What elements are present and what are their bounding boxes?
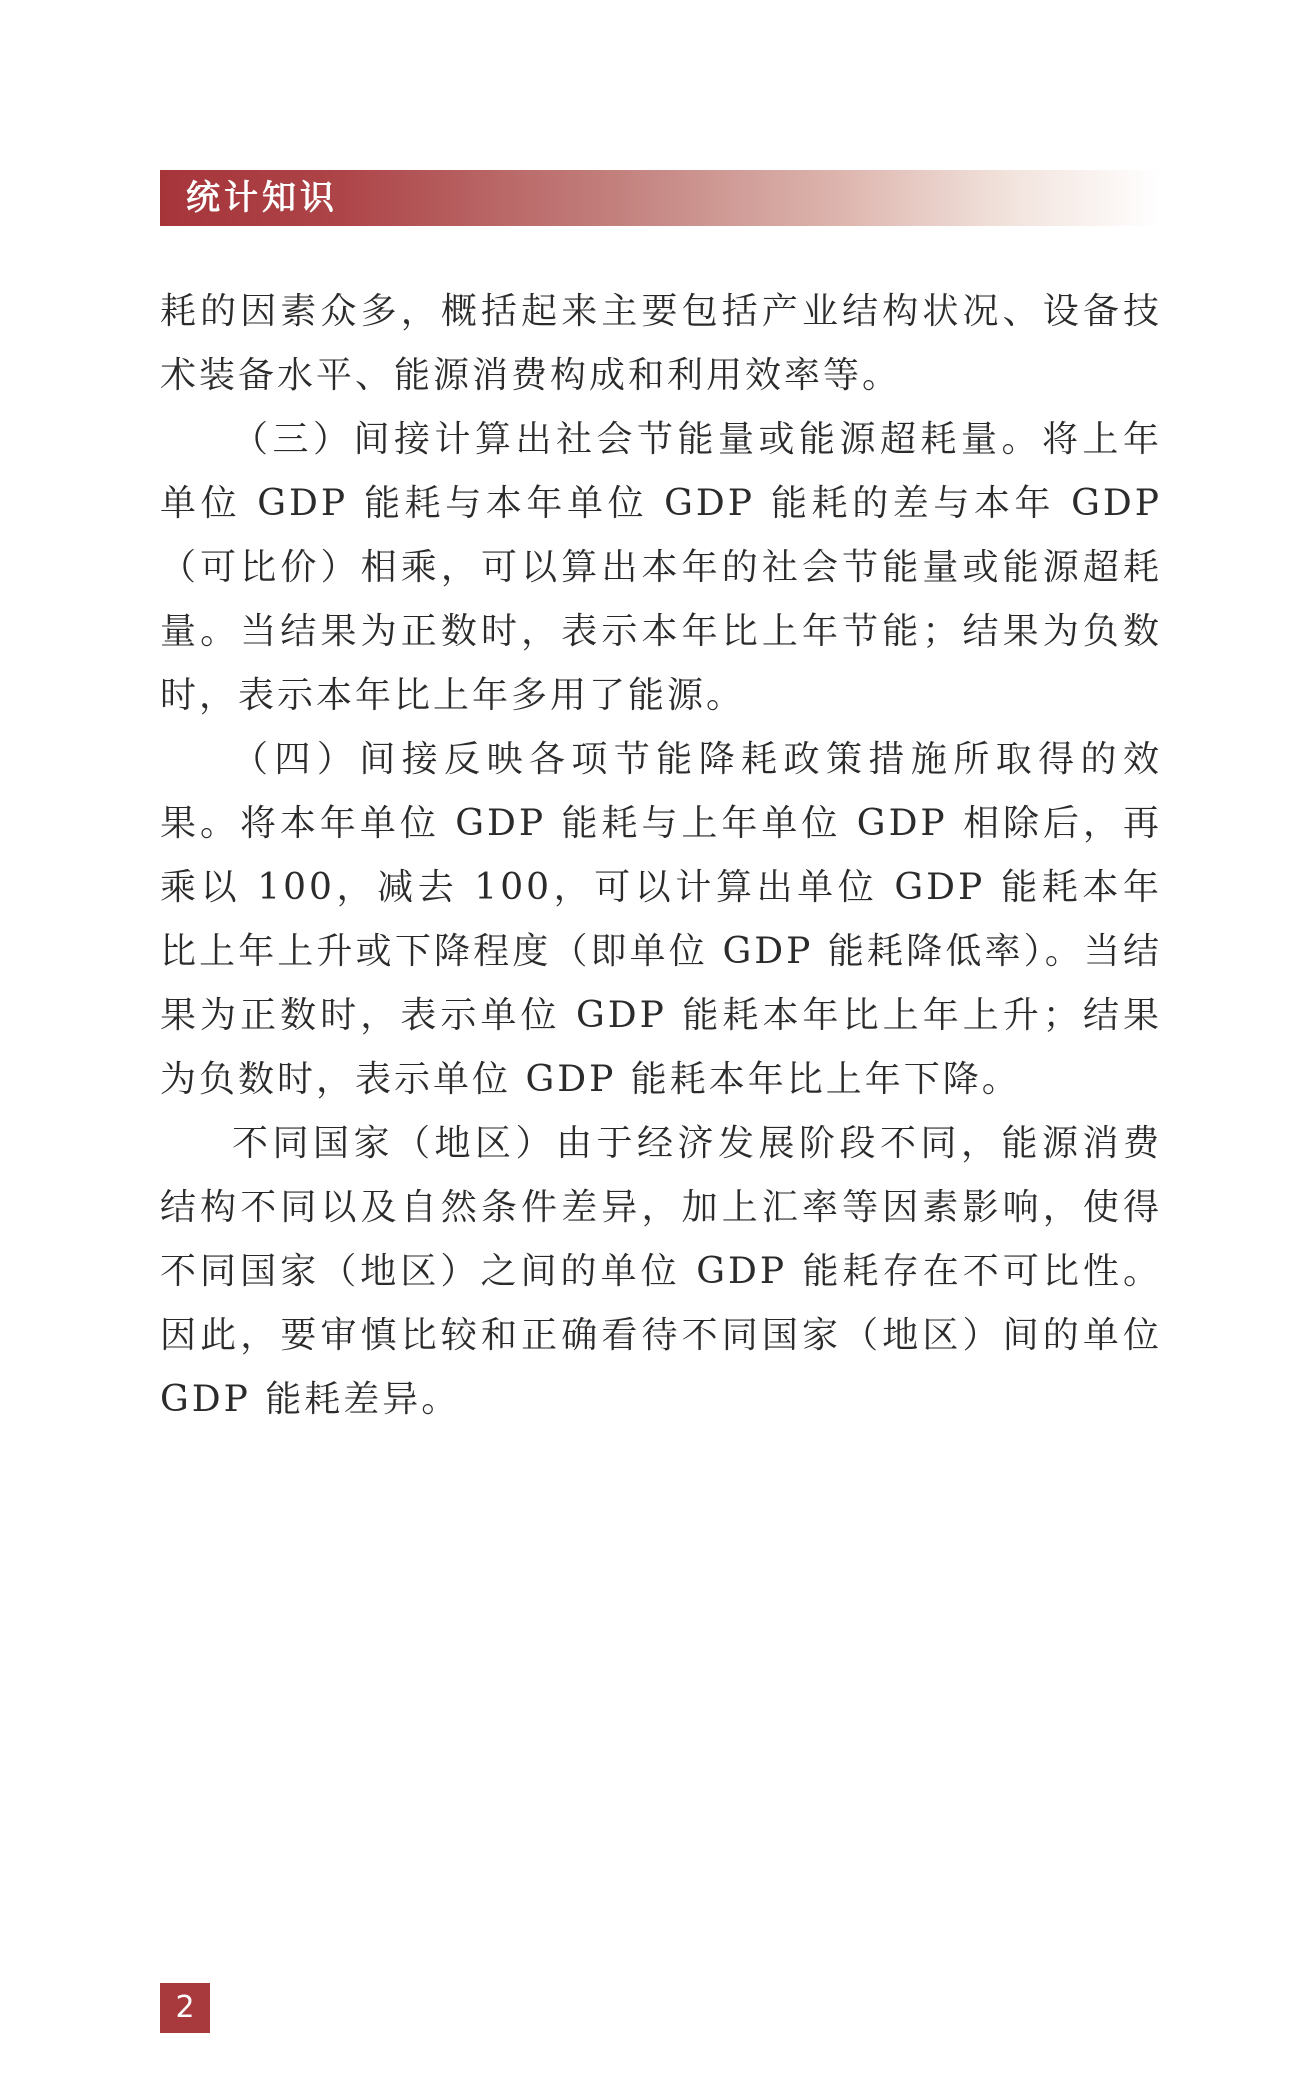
page-number-badge (160, 1983, 210, 2033)
paragraph-policy-effect: （四）间接反映各项节能降耗政策措施所取得的效果。将本年单位 GDP 能耗与上年单位 GDP 相除后，再乘以 100，减去 100，可以计算出单位 GDP 能耗本年比上年上升或下降程度（即单位 GDP 能耗降低率）。当结果为正数时，表示单位 GDP 能耗本年比上年上升；结果为负数时，表示单位 GDP 能耗本年比上年下降。 (160, 739, 1162, 1100)
section-title: 统计知识 (186, 178, 338, 218)
paragraph-comparability: 不同国家（地区）由于经济发展阶段不同，能源消费结构不同以及自然条件差异，加上汇率等因素影响，使得不同国家（地区）之间的单位 GDP 能耗存在不可比性。因此，要审慎比较和正确看待不同国家（地区）间的单位 GDP 能耗差异。 (160, 1123, 1162, 1420)
paragraph-energy-saving-calc: （三）间接计算出社会节能量或能源超耗量。将上年单位 GDP 能耗与本年单位 GDP 能耗的差与本年 GDP（可比价）相乘，可以算出本年的社会节能量或能源超耗量。当结果为正数时，表示本年比上年节能；结果为负数时，表示本年比上年多用了能源。 (160, 419, 1162, 716)
article-body (160, 280, 1162, 1432)
page-number: 2 (175, 1990, 195, 2025)
paragraph-continuation: 耗的因素众多，概括起来主要包括产业结构状况、设备技术装备水平、能源消费构成和利用效率等。 (160, 291, 1162, 396)
section-header-band (160, 170, 1160, 226)
